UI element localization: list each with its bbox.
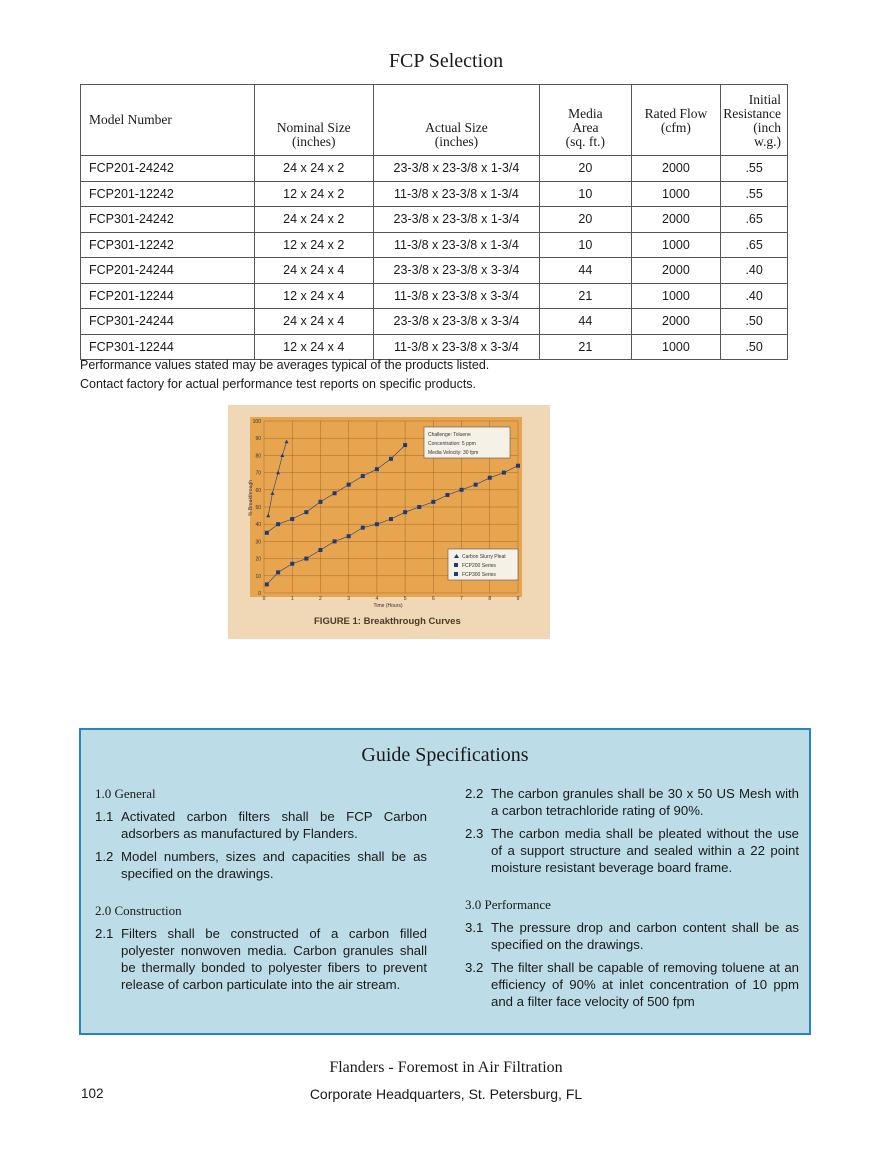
y-tick-label: 100 [252,419,261,425]
square-marker-icon [454,563,458,567]
selection-table [80,84,788,360]
spec-text: The pressure drop and carbon content shall be as specified on the drawings. [491,920,799,952]
header-text: (cfm) [660,120,691,135]
legend-entry: FCP200 Series [462,563,496,569]
table-cell: FCP201-24244 [81,258,255,284]
spec-text: The carbon granules shall be 30 x 50 US Mesh with a carbon tetrachloride rating of 90%. [491,786,799,818]
spec-text: The filter shall be capable of removing toluene at an efficiency of 90% at inlet concentration of 10 ppm and a filter face velocity of 500 fpm [491,960,799,1009]
data-point-square [474,483,478,487]
table-cell: 1000 [631,181,721,207]
table-cell: 24 x 24 x 4 [254,309,373,335]
data-point-square [403,510,407,514]
data-point-square [290,517,294,521]
y-tick-label: 70 [255,470,261,477]
data-point-square [290,562,294,566]
data-point-square [389,457,393,461]
table-header-row [81,85,788,156]
info-box [424,427,510,458]
info-line: Media Velocity: 30 fpm [428,450,479,456]
data-point-square [375,522,379,526]
legend-entry: Carbon Slurry Pleat [462,554,506,560]
table-cell: 44 [540,309,631,335]
spec-item [465,959,799,1010]
table-row [81,181,788,207]
header-actual-size [373,85,539,156]
table-cell: 2000 [631,156,721,182]
data-point-square [276,570,280,574]
header-text: Actual Size [425,120,488,135]
header-text: (inches) [292,134,336,149]
table-cell: 2000 [631,309,721,335]
table-cell: 11-3/8 x 23-3/8 x 3-3/4 [373,283,539,309]
table-row [81,258,788,284]
data-point-square [318,548,322,552]
table-cell: 24 x 24 x 4 [254,258,373,284]
legend-entry: FCP300 Series [462,572,496,578]
x-tick-label: 8 [488,596,492,602]
table-cell: 23-3/8 x 23-3/8 x 3-3/4 [373,309,539,335]
spec-item [95,808,427,842]
section-heading: 1.0 General [95,786,156,801]
info-line: Concentration: 5 ppm [428,441,476,447]
table-cell: 10 [540,232,631,258]
table-cell: FCP301-12242 [81,232,255,258]
breakthrough-chart [228,405,550,639]
spec-item [465,919,799,953]
performance-notes [80,356,489,393]
table-cell: 11-3/8 x 23-3/8 x 1-3/4 [373,232,539,258]
header-media-area [540,85,631,156]
table-cell: 1000 [631,232,721,258]
data-point-square [516,464,520,468]
data-point-square [333,491,337,495]
section-heading: 3.0 Performance [465,897,551,912]
table-cell: .55 [721,181,788,207]
data-point-square [445,493,449,497]
table-row [81,156,788,182]
data-point-square [389,517,393,521]
data-point-square [318,500,322,504]
spec-number: 3.2 [465,960,484,975]
table-cell: .40 [721,258,788,284]
table-cell: .40 [721,283,788,309]
table-cell: 12 x 24 x 2 [254,181,373,207]
header-text: (inch w.g.) [753,120,781,149]
spec-number: 2.3 [465,826,484,841]
page-title: FCP Selection [388,50,504,72]
y-tick-label: 60 [255,487,261,494]
x-tick-label: 2 [319,596,322,602]
table-cell: 20 [540,207,631,233]
data-point-square [375,467,379,471]
spec-text: Activated carbon filters shall be FCP Carbon adsorbers as manufactured by Flanders. [121,809,427,841]
x-axis-label: Time (Hours) [373,603,403,609]
table-cell: 20 [540,156,631,182]
x-tick-label: 5 [403,596,407,602]
header-text: Media [568,106,603,121]
header-text: (sq. ft.) [565,134,606,149]
data-point-square [361,474,365,478]
table-cell: .50 [721,309,788,335]
table-cell: 11-3/8 x 23-3/8 x 1-3/4 [373,181,539,207]
table-cell: 12 x 24 x 4 [254,334,373,360]
data-point-square [347,534,351,538]
x-tick-label: 9 [516,596,520,602]
y-tick-label: 90 [255,436,261,443]
figure-caption: FIGURE 1: Breakthrough Curves [314,616,461,627]
data-point-square [265,582,269,586]
guide-title: Guide Specifications [361,744,529,766]
table-cell: FCP201-12244 [81,283,255,309]
spec-item [465,785,799,819]
table-cell: .55 [721,156,788,182]
x-tick-label: 7 [460,596,463,602]
table-cell: .50 [721,334,788,360]
table-row [81,232,788,258]
table-cell: 44 [540,258,631,284]
table-cell: 2000 [631,207,721,233]
data-point-square [304,557,308,561]
square-marker-icon [454,572,458,576]
data-point-square [403,443,407,447]
header-initial-resistance [721,85,788,156]
page-number: 102 [81,1086,104,1101]
y-tick-label: 0 [258,591,261,597]
table-cell: FCP201-24242 [81,156,255,182]
table-cell: 21 [540,283,631,309]
table-cell: 1000 [631,334,721,360]
footer-tagline: Flanders - Foremost in Air Filtration [329,1059,563,1076]
spec-text: Filters shall be constructed of a carbon filled polyester nonwoven media. Carbon granules shall be thermally bonded to polyester fibers to prevent release of carbon particulate into the air stream. [121,926,427,992]
spec-item [465,825,799,876]
table-cell: 23-3/8 x 23-3/8 x 1-3/4 [373,207,539,233]
table-row [81,309,788,335]
data-point-square [460,488,464,492]
header-text: Area [572,120,599,135]
x-tick-label: 1 [290,596,294,602]
table-cell: 24 x 24 x 2 [254,156,373,182]
x-tick-label: 3 [347,596,351,602]
guide-right-column [465,785,799,1016]
y-tick-label: 10 [255,573,261,580]
spec-number: 1.1 [95,809,114,824]
table-cell: 1000 [631,283,721,309]
table-cell: .65 [721,232,788,258]
data-point-square [304,510,308,514]
spec-item [95,848,427,882]
data-point-square [265,531,269,535]
y-tick-label: 40 [255,522,261,529]
table-cell: FCP301-24244 [81,309,255,335]
table-cell: FCP301-24242 [81,207,255,233]
table-cell: 21 [540,334,631,360]
header-rated-flow [631,85,721,156]
data-point-square [431,500,435,504]
header-nominal-size [254,85,373,156]
data-point-square [333,539,337,543]
table-row [81,207,788,233]
section-heading: 2.0 Construction [95,903,182,918]
y-tick-label: 20 [255,556,261,563]
x-tick-label: 6 [431,596,435,602]
legend [448,549,518,580]
table-cell: FCP301-12244 [81,334,255,360]
breakthrough-figure [228,405,550,639]
table-cell: 23-3/8 x 23-3/8 x 1-3/4 [373,156,539,182]
info-line: Challenge: Toluene [428,432,471,438]
spec-text: Model numbers, sizes and capacities shall be as specified on the drawings. [121,849,427,881]
header-text: Nominal Size [276,120,351,135]
table-cell: 12 x 24 x 2 [254,232,373,258]
spec-number: 2.1 [95,926,114,941]
x-tick-label: 4 [375,596,379,602]
header-text: Resistance [723,106,781,121]
table-cell: 23-3/8 x 23-3/8 x 3-3/4 [373,258,539,284]
table-cell: 10 [540,181,631,207]
table-row [81,283,788,309]
data-point-square [502,471,506,475]
guide-left-column [95,785,427,999]
spec-number: 3.1 [465,920,484,935]
table-cell: 11-3/8 x 23-3/8 x 3-3/4 [373,334,539,360]
note-line: Performance values stated may be averages typical of the products listed. [80,358,490,372]
spec-text: The carbon media shall be pleated without the use of a support structure and sealed within a 22 point moisture resistant beverage board frame. [491,826,799,875]
table-cell: FCP201-12242 [81,181,255,207]
header-text: (inches) [434,134,479,149]
data-point-square [276,522,280,526]
y-tick-label: 80 [255,453,261,460]
table-cell: .65 [721,207,788,233]
table-cell: 24 x 24 x 2 [254,207,373,233]
data-point-square [417,505,421,509]
spec-number: 2.2 [465,786,484,801]
spec-item [95,925,427,993]
y-tick-label: 30 [255,539,261,546]
guide-specifications [79,728,811,1035]
data-point-square [488,476,492,480]
x-tick-label: 0 [262,596,266,602]
data-point-square [361,526,365,530]
table-cell: 2000 [631,258,721,284]
header-text: Initial [748,92,781,107]
footer-address: Corporate Headquarters, St. Petersburg, FL [309,1086,583,1102]
header-model-number: Model Number [81,85,255,156]
spec-number: 1.2 [95,849,114,864]
table-cell: 12 x 24 x 4 [254,283,373,309]
note-line: Contact factory for actual performance test reports on specific products. [80,376,477,391]
header-text: Rated Flow [644,106,708,121]
data-point-square [347,483,351,487]
y-axis-label: % Breakthrough [248,480,254,516]
y-tick-label: 50 [255,505,261,511]
